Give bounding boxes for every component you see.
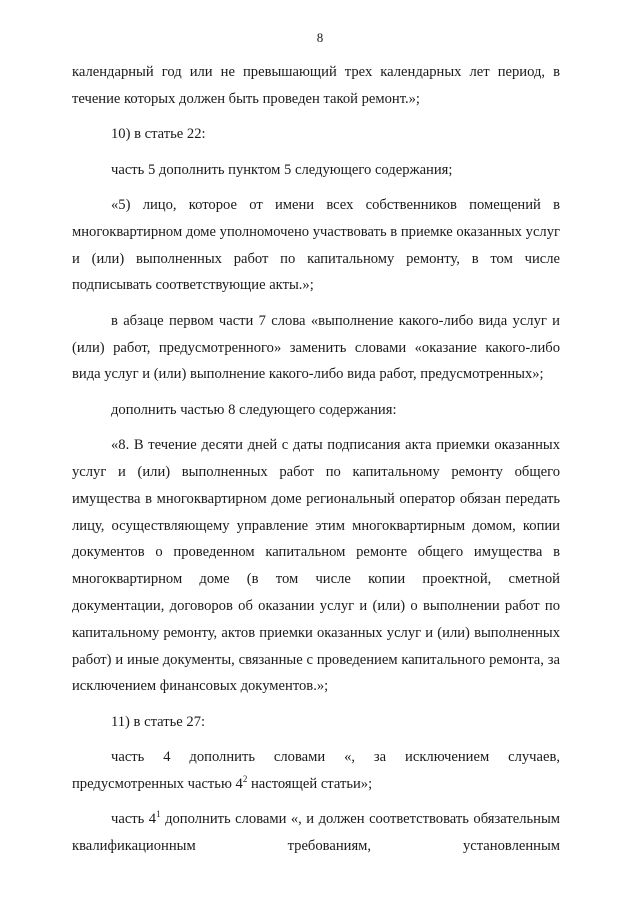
paragraph-part-8-text: «8. В течение десяти дней с даты подписания акта приемки оказанных услуг и (или) выполненных работ по капитальному ремонту общего имущества в многоквартирном доме региональный оператор обязан передать лицу, осуществляющему управление этим многоквартирным домом, копии документов о проведенном капитальном ремонте общего имущества в многоквартирном доме (в том числе копии проектной, сметной документации, договоров об оказании услуг и (или) о выполнении работ по капитальному ремонту, актов приемки оказанных услуг и (или) выполненных работ) и иные документы, связанные с проведением капитального ремонта, за исключением финансовых документов.»; [72, 437, 560, 695]
superscript-index: 1 [156, 809, 161, 820]
paragraph-point-5-text: «5) лицо, которое от имени всех собственников помещений в многоквартирном доме уполномочено участвовать в приемке оказанных услуг и (или) выполненных работ по капитальному ремонту, в том числе подписывать соответствующие акты.»; [72, 196, 560, 294]
paragraph-part-4-tail: настоящей статьи»; [247, 775, 373, 792]
page-number: 8 [316, 30, 324, 45]
paragraph-part-4-text: часть 4 дополнить словами «, за исключением случаев, предусмотренных частью 4 [72, 749, 560, 792]
paragraph-part-4-1-label: часть 4 [111, 811, 157, 828]
paragraph-part-5-amendment: часть 5 дополнить пунктом 5 следующего содержания; [111, 161, 453, 178]
document-body [72, 59, 560, 868]
paragraph-item-11: 11) в статье 27: [111, 713, 206, 730]
paragraph-part-4-1-text: дополнить словами «, и должен соответствовать обязательным квалификационным требованиям, установленным [72, 811, 560, 855]
paragraph-item-10: 10) в статье 22: [111, 126, 206, 143]
paragraph-add-part-8: дополнить частью 8 следующего содержания: [111, 401, 397, 418]
paragraph-part-4-amendment [72, 744, 560, 798]
paragraph-part-7-amendment: в абзаце первом части 7 слова «выполнение какого-либо вида услуг и (или) работ, предусмотренного» заменить словами «оказание какого-либо вида услуг и (или) выполнение какого-либо вида работ, предусмотренных»; [72, 312, 560, 383]
paragraph-part-4-1-amendment [72, 806, 560, 860]
superscript-index: 2 [242, 773, 248, 784]
paragraph-continuation: календарный год или не превышающий трех календарных лет период, в течение которых должен быть проведен такой ремонт.»; [72, 64, 560, 107]
